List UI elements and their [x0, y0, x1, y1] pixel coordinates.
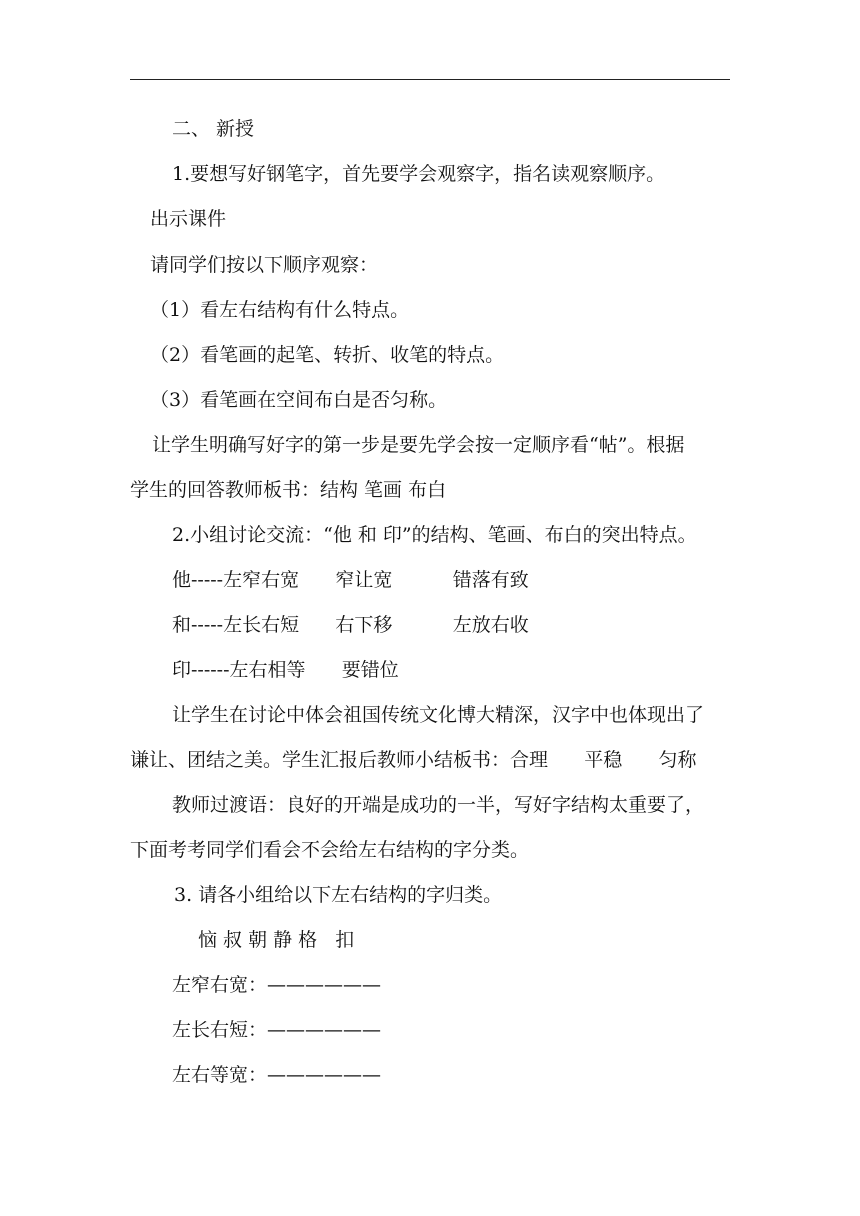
observe-instruction: 请同学们按以下顺序观察：	[150, 254, 379, 276]
show-courseware-text: 出示课件	[150, 208, 227, 230]
paragraph-line: 教师过渡语：良好的开端是成功的一半，写好字结构太重要了，	[172, 794, 705, 816]
section-heading: 二、 新授	[172, 118, 255, 140]
step-3-text: 3. 请各小组给以下左右结构的字归类。	[174, 884, 503, 906]
analysis-row-ta: 他-----左窄右宽 窄让宽 错落有致	[172, 569, 529, 591]
blank-equal-width: 左右等宽：——————	[172, 1064, 382, 1086]
header-rule	[130, 79, 730, 80]
observe-item-3: （3）看笔画在空间布白是否匀称。	[150, 389, 448, 411]
blank-left-long: 左长右短：——————	[172, 1019, 382, 1041]
character-list: 恼 叔 朝 静 格 扣	[198, 929, 355, 951]
analysis-row-yin: 印------左右相等 要错位	[172, 659, 399, 681]
paragraph-line: 让学生在讨论中体会祖国传统文化博大精深，汉字中也体现出了	[172, 704, 705, 726]
paragraph-line: 学生的回答教师板书：结构 笔画 布白	[130, 479, 447, 501]
paragraph-line: 谦让、团结之美。学生汇报后教师小结板书：合理 平稳 匀称	[130, 749, 697, 771]
step-2-text: 2.小组讨论交流：“他 和 印”的结构、笔画、布白的突出特点。	[172, 524, 697, 546]
analysis-row-he: 和-----左长右短 右下移 左放右收	[172, 614, 529, 636]
paragraph-line: 下面考考同学们看会不会给左右结构的字分类。	[130, 839, 530, 861]
step-1-text: 1.要想写好钢笔字，首先要学会观察字，指名读观察顺序。	[172, 163, 666, 185]
blank-left-narrow: 左窄右宽：——————	[172, 974, 382, 996]
observe-item-2: （2）看笔画的起笔、转折、收笔的特点。	[150, 344, 505, 366]
observe-item-1: （1）看左右结构有什么特点。	[150, 299, 410, 321]
paragraph-line: 让学生明确写好字的第一步是要先学会按一定顺序看“帖”。根据	[152, 434, 685, 456]
